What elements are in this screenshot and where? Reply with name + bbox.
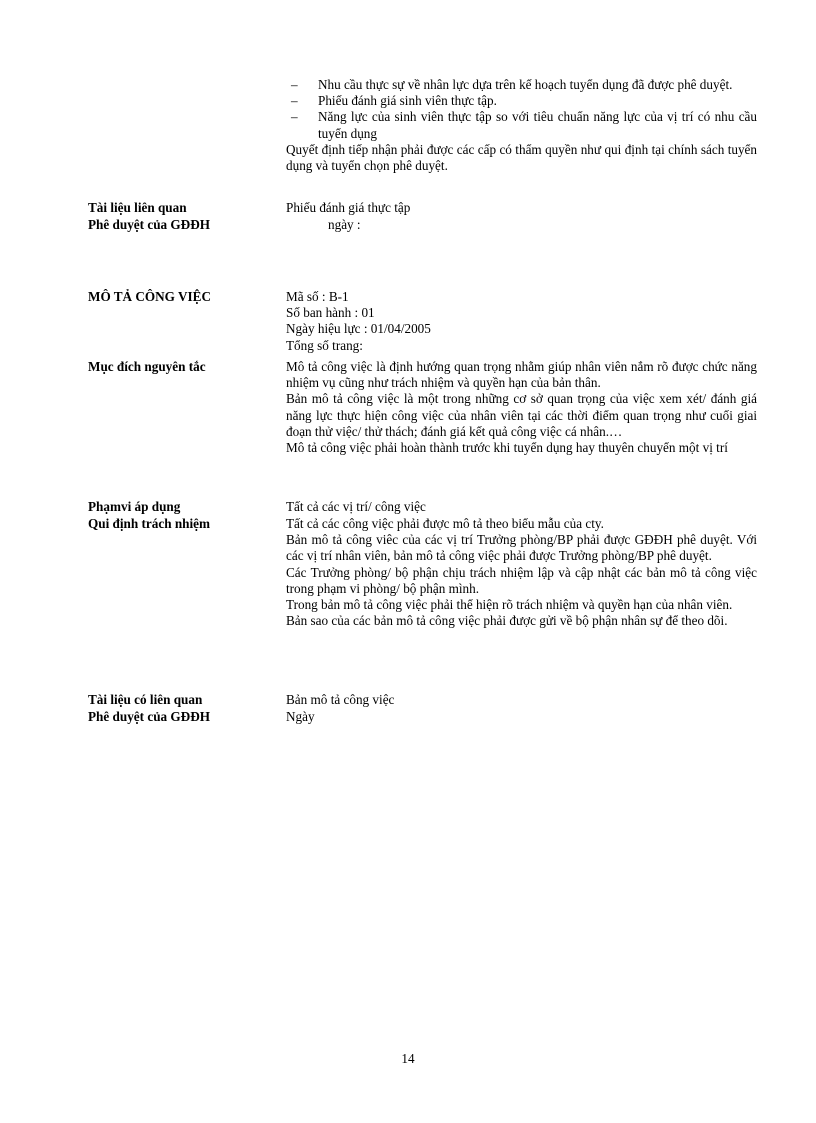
effective-date: Ngày hiệu lực : 01/04/2005	[286, 321, 431, 337]
approval-value: ngày :	[328, 217, 361, 232]
document-code: Mã số : B-1	[286, 289, 349, 304]
requirements-list	[286, 77, 757, 174]
paragraph: Mô tả công việc là định hướng quan trọng nhằm giúp nhân viên nắm rõ được chức năng nhiệm vụ cũng như trách nhiệm và quyền hạn của bản thân.	[286, 359, 757, 391]
section-title: MÔ TẢ CÔNG VIỆC	[88, 289, 211, 304]
issue-number: Số ban hành : 01	[286, 305, 375, 321]
document-meta	[286, 289, 757, 354]
list-item-text: Phiếu đánh giá sinh viên thực tập.	[318, 93, 497, 109]
paragraph: Bản sao của các bản mô tả công việc phải được gửi về bộ phận nhân sự để theo dõi.	[286, 613, 728, 629]
approval-value-2: Ngày	[286, 709, 315, 724]
purpose-text	[286, 359, 757, 456]
decision-paragraph: Quyết định tiếp nhận phải được các cấp có thẩm quyền như qui định tại chính sách tuyển dụng và tuyển chọn phê duyệt.	[286, 141, 757, 174]
bullet-dash: –	[291, 109, 298, 125]
responsibility-text	[286, 516, 757, 629]
scope-value: Tất cả các vị trí/ công việc	[286, 499, 426, 514]
list-item-text: Năng lực của sinh viên thực tập so với tiêu chuẩn năng lực của vị trí có nhu cầu tuyển dụng	[318, 109, 757, 141]
list-item	[286, 77, 757, 93]
related-docs-value-2: Bản mô tả công việc	[286, 692, 395, 707]
paragraph: Bản mô tả công việc là một trong những cơ sở quan trọng của việc xem xét/ đánh giá năng lực thực hiện công việc của nhân viên tại các thời điểm quan trọng như cuối giai đoạn thử việc/ thử thách; đánh giá kết quả công việc cá nhân.…	[286, 391, 757, 439]
related-docs-label-2: Tài liệu có liên quan	[88, 692, 203, 707]
related-docs-label: Tài liệu liên quan	[88, 200, 187, 215]
bullet-dash: –	[291, 77, 298, 92]
approval-label-2: Phê duyệt của GĐĐH	[88, 709, 210, 724]
responsibility-label: Qui định trách nhiệm	[88, 516, 211, 531]
list-item	[286, 93, 757, 109]
total-pages: Tổng số trang:	[286, 337, 363, 353]
paragraph: Mô tả công việc phải hoàn thành trước khi tuyển dụng hay thuyên chuyển một vị trí	[286, 440, 728, 456]
paragraph: Bản mô tả công viêc của các vị trí Trưởng phòng/BP phải được GĐĐH phê duyệt. Với các vị trí nhân viên, bản mô tả công việc phải được Trưởng phòng/BP phê duyệt.	[286, 532, 757, 564]
list-item	[286, 109, 757, 141]
page-number: 14	[401, 1051, 415, 1066]
purpose-label: Mục đích nguyên tắc	[88, 359, 206, 374]
scope-label: Phạmvi áp dụng	[88, 499, 181, 514]
related-docs-value: Phiếu đánh giá thực tập	[286, 200, 411, 215]
paragraph: Các Trưởng phòng/ bộ phận chịu trách nhiệm lập và cập nhật các bản mô tả công việc trong phạm vi phòng/ bộ phận mình.	[286, 564, 757, 596]
paragraph: Tất cả các công việc phải được mô tả theo biểu mẫu của cty.	[286, 516, 604, 531]
approval-label: Phê duyệt của GĐĐH	[88, 217, 210, 232]
paragraph: Trong bản mô tả công việc phải thể hiện rõ trách nhiệm và quyền hạn của nhân viên.	[286, 597, 733, 613]
list-item-text: Nhu cầu thực sự về nhân lực dựa trên kế hoạch tuyển dụng đã được phê duyệt.	[318, 77, 733, 92]
bullet-dash: –	[291, 93, 298, 109]
